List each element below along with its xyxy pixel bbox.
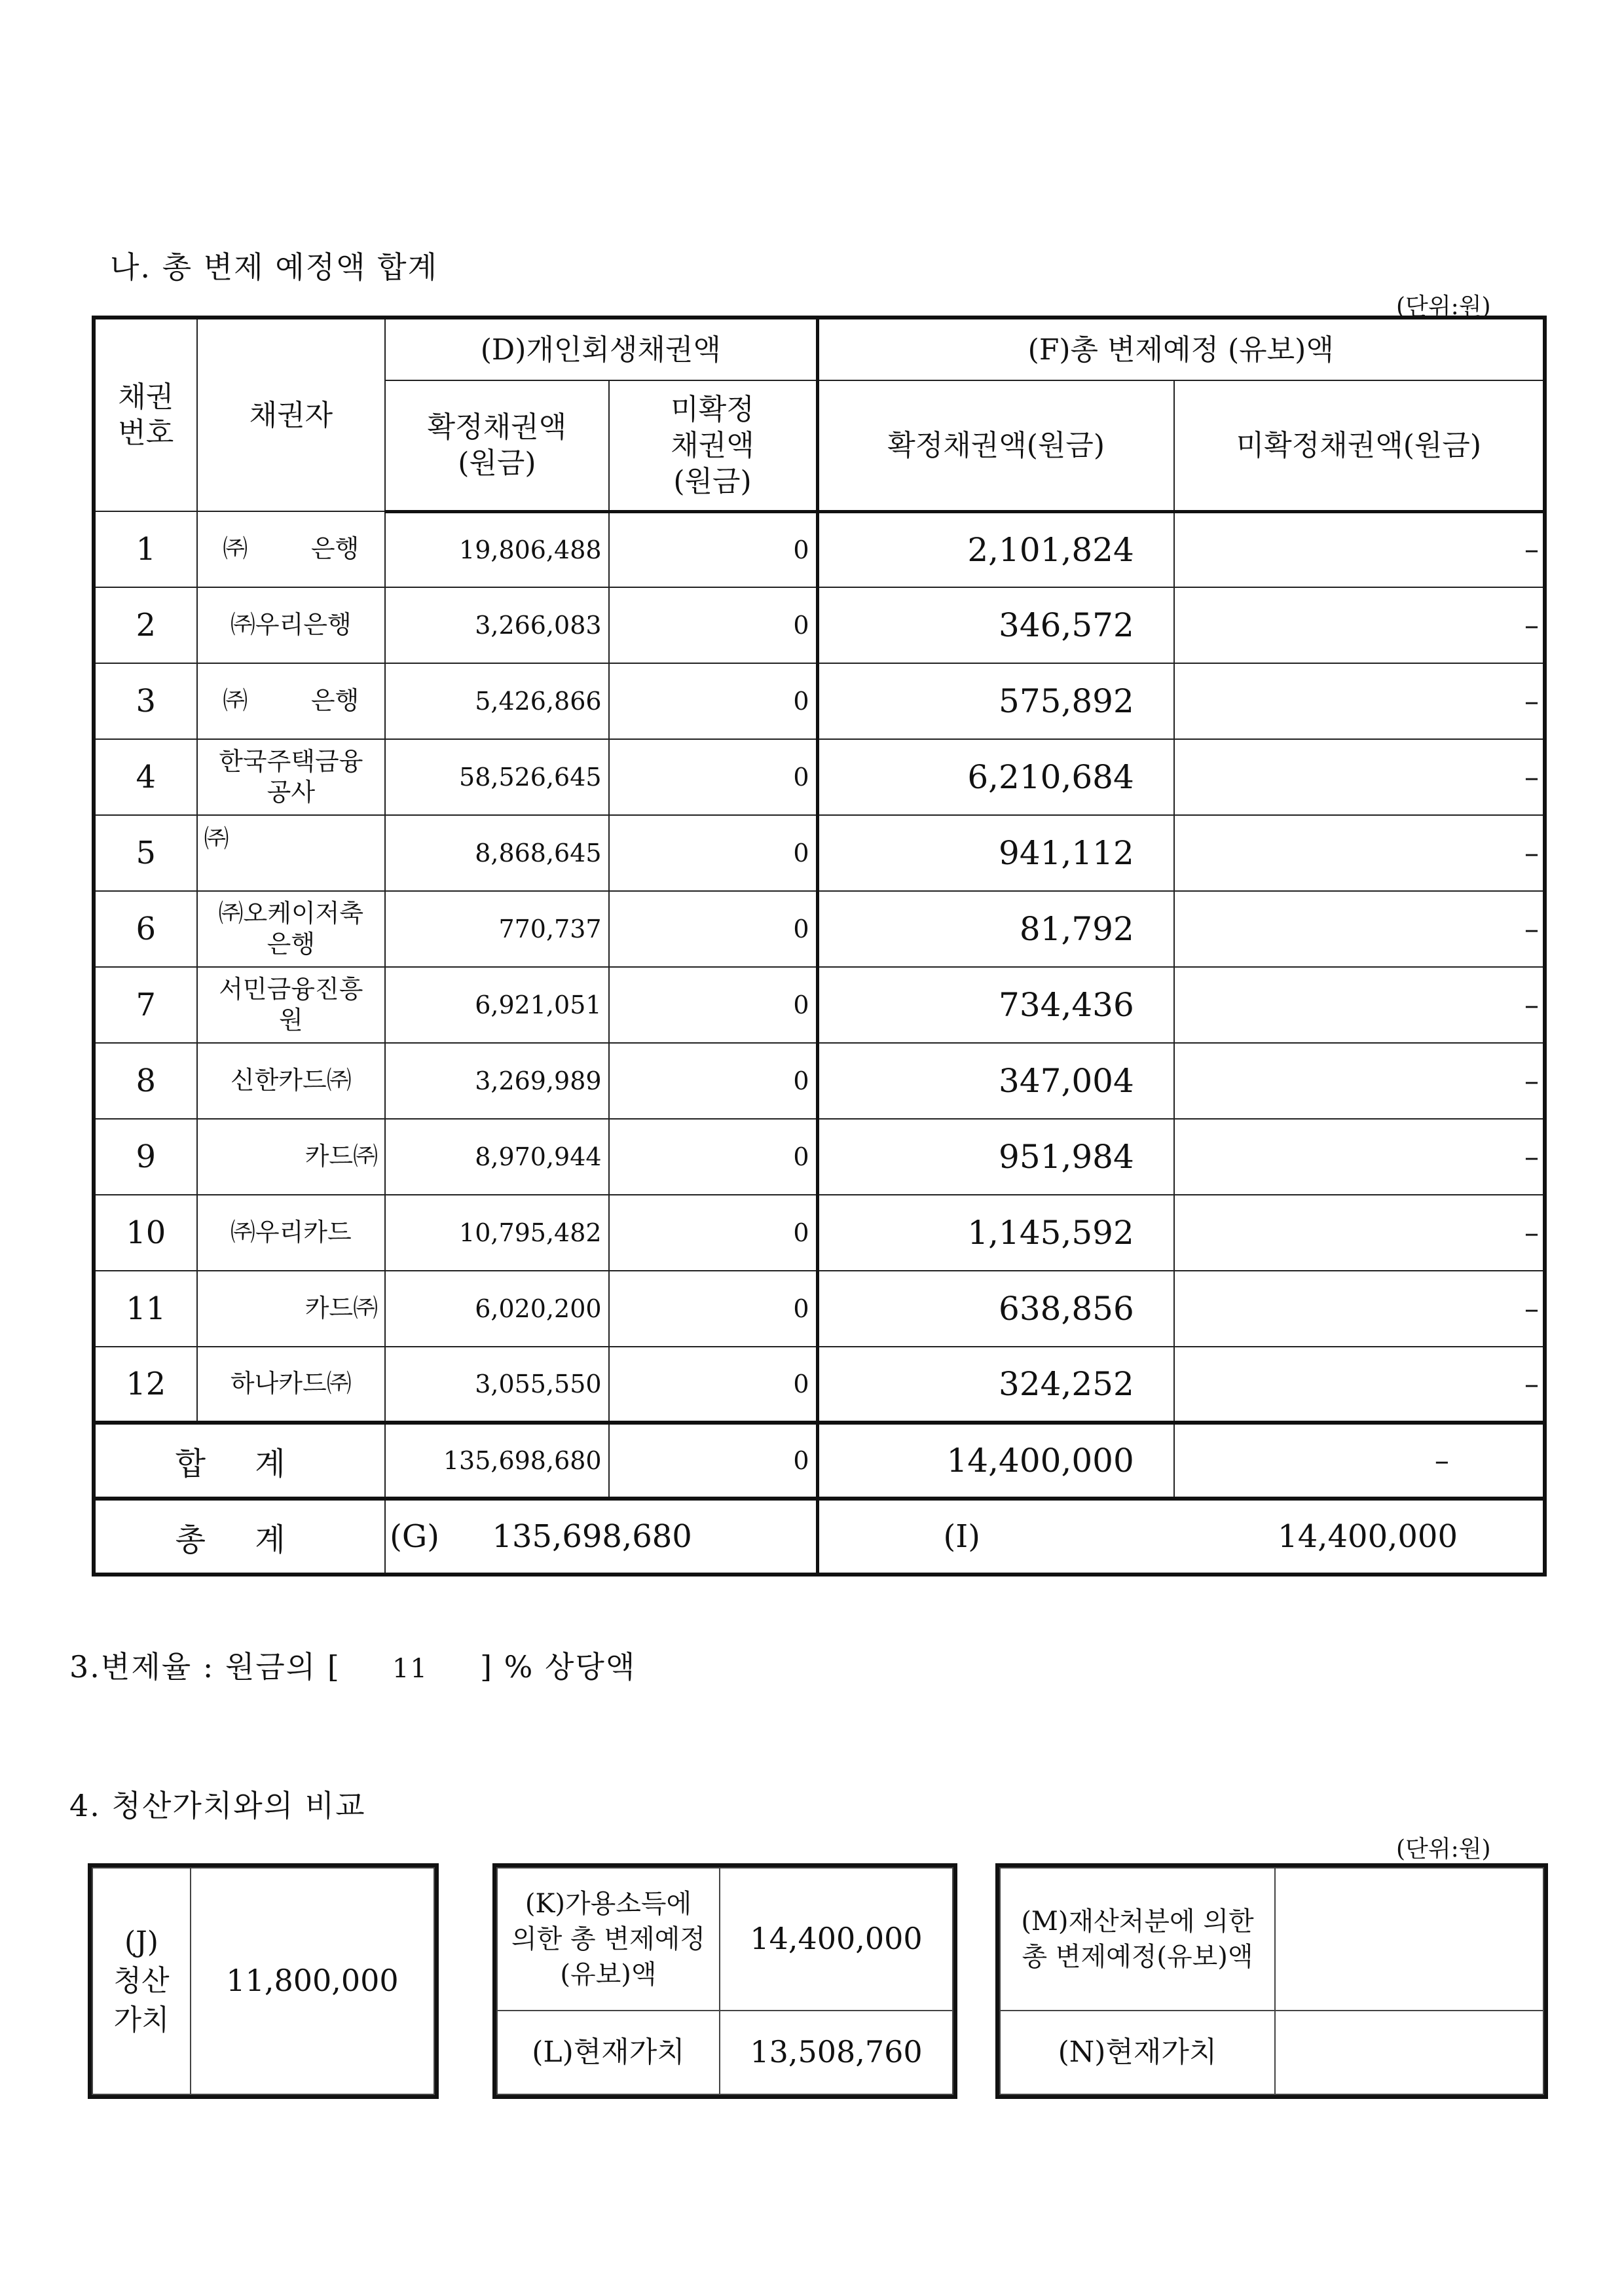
- row-d-unconfirmed: 0: [609, 1119, 817, 1195]
- row-creditor: ㈜우리카드: [197, 1195, 386, 1271]
- row-no: 10: [94, 1195, 197, 1271]
- row-d-unconfirmed: 0: [609, 967, 817, 1043]
- row-creditor: ㈜ 은행: [197, 511, 386, 587]
- row-d-confirmed: 19,806,488: [385, 511, 608, 587]
- row-d-confirmed: 58,526,645: [385, 739, 608, 815]
- row-f-unconfirmed: –: [1174, 1043, 1545, 1119]
- row-f-unconfirmed: –: [1174, 1347, 1545, 1423]
- row-no: 4: [94, 739, 197, 815]
- table-row: [94, 587, 1545, 663]
- header-creditor-no: 채권 번호: [94, 318, 197, 511]
- n-value: [1275, 2011, 1543, 2094]
- row-creditor: 카드㈜: [197, 1119, 386, 1195]
- row-f-confirmed: 346,572: [817, 587, 1174, 663]
- row-f-confirmed: 6,210,684: [817, 739, 1174, 815]
- repayment-table: [92, 316, 1547, 1576]
- table-row: [94, 1119, 1545, 1195]
- row-no: 5: [94, 815, 197, 891]
- table-row: [94, 815, 1545, 891]
- row-no: 12: [94, 1347, 197, 1423]
- j-value: 11,800,000: [191, 1868, 434, 2094]
- row-f-confirmed: 951,984: [817, 1119, 1174, 1195]
- section-title-liquidation: 4. 청산가치와의 비교: [69, 1788, 366, 1823]
- rate-suffix: ] % 상당액: [480, 1649, 637, 1685]
- table-row: [94, 1043, 1545, 1119]
- row-d-unconfirmed: 0: [609, 1347, 817, 1423]
- n-label: (N)현재가치: [1000, 2011, 1275, 2094]
- row-creditor: 서민금융진흥 원: [197, 967, 386, 1043]
- asset-disposal-box: [995, 1863, 1548, 2099]
- row-f-confirmed: 734,436: [817, 967, 1174, 1043]
- header-f-unconfirmed: 미확정채권액(원금): [1174, 380, 1545, 511]
- row-f-unconfirmed: –: [1174, 815, 1545, 891]
- row-creditor: 하나카드㈜: [197, 1347, 386, 1423]
- row-f-unconfirmed: –: [1174, 511, 1545, 587]
- k-value: 14,400,000: [720, 1868, 953, 2011]
- table-row: [94, 1347, 1545, 1423]
- row-d-confirmed: 10,795,482: [385, 1195, 608, 1271]
- repayment-rate-line: [69, 1643, 636, 1686]
- row-f-confirmed: 81,792: [817, 891, 1174, 967]
- available-income-box: [492, 1863, 957, 2099]
- subtotal-f-unconfirmed: –: [1174, 1423, 1545, 1499]
- row-creditor: 한국주택금융 공사: [197, 739, 386, 815]
- row-d-unconfirmed: 0: [609, 1271, 817, 1347]
- row-creditor: ㈜ 은행: [197, 663, 386, 739]
- rate-prefix: 3.변제율 : 원금의 [: [69, 1649, 341, 1685]
- row-d-confirmed: 6,020,200: [385, 1271, 608, 1347]
- l-label: (L)현재가치: [497, 2011, 720, 2094]
- row-f-unconfirmed: –: [1174, 587, 1545, 663]
- table-row: [94, 663, 1545, 739]
- row-no: 9: [94, 1119, 197, 1195]
- j-label: (J) 청산 가치: [92, 1868, 191, 2094]
- row-f-unconfirmed: –: [1174, 1271, 1545, 1347]
- header-creditor: 채권자: [197, 318, 386, 511]
- row-d-confirmed: 3,269,989: [385, 1043, 608, 1119]
- row-d-unconfirmed: 0: [609, 663, 817, 739]
- row-f-confirmed: 2,101,824: [817, 511, 1174, 587]
- row-f-confirmed: 1,145,592: [817, 1195, 1174, 1271]
- grand-total-label: 총 계: [94, 1499, 385, 1575]
- row-no: 8: [94, 1043, 197, 1119]
- row-f-unconfirmed: –: [1174, 663, 1545, 739]
- row-f-unconfirmed: –: [1174, 891, 1545, 967]
- row-d-confirmed: 8,868,645: [385, 815, 608, 891]
- row-d-confirmed: 6,921,051: [385, 967, 608, 1043]
- unit-label-2: (단위:원): [1396, 1836, 1491, 1863]
- row-f-confirmed: 347,004: [817, 1043, 1174, 1119]
- liquidation-value-box: [88, 1863, 439, 2099]
- row-creditor: ㈜오케이저축 은행: [197, 891, 386, 967]
- subtotal-d-confirmed: 135,698,680: [385, 1423, 608, 1499]
- header-group-d: (D)개인회생채권액: [385, 318, 817, 380]
- header-d-confirmed: 확정채권액 (원금): [385, 380, 608, 511]
- table-row: [94, 891, 1545, 967]
- row-d-unconfirmed: 0: [609, 1043, 817, 1119]
- row-d-confirmed: 5,426,866: [385, 663, 608, 739]
- row-d-confirmed: 770,737: [385, 891, 608, 967]
- row-d-unconfirmed: 0: [609, 891, 817, 967]
- table-row: [94, 511, 1545, 587]
- unit-label: (단위:원): [1396, 293, 1491, 320]
- table-row: [94, 1195, 1545, 1271]
- row-f-unconfirmed: –: [1174, 1119, 1545, 1195]
- i-value: 14,400,000: [1278, 1518, 1458, 1555]
- row-d-unconfirmed: 0: [609, 1195, 817, 1271]
- i-label: (I): [943, 1518, 980, 1555]
- row-no: 6: [94, 891, 197, 967]
- row-d-unconfirmed: 0: [609, 739, 817, 815]
- grand-total-g-cell: [385, 1499, 817, 1575]
- row-no: 3: [94, 663, 197, 739]
- row-d-confirmed: 3,055,550: [385, 1347, 608, 1423]
- row-no: 2: [94, 587, 197, 663]
- l-value: 13,508,760: [720, 2011, 953, 2094]
- subtotal-d-unconfirmed: 0: [609, 1423, 817, 1499]
- row-f-confirmed: 575,892: [817, 663, 1174, 739]
- row-no: 7: [94, 967, 197, 1043]
- table-row: [94, 967, 1545, 1043]
- table-row: [94, 1271, 1545, 1347]
- row-d-confirmed: 3,266,083: [385, 587, 608, 663]
- k-label: (K)가용소득에 의한 총 변제예정 (유보)액: [497, 1868, 720, 2011]
- row-creditor: 신한카드㈜: [197, 1043, 386, 1119]
- header-d-unconfirmed: 미확정 채권액 (원금): [609, 380, 817, 511]
- row-creditor: ㈜우리은행: [197, 587, 386, 663]
- header-f-confirmed: 확정채권액(원금): [817, 380, 1174, 511]
- row-d-unconfirmed: 0: [609, 587, 817, 663]
- rate-value: 11: [392, 1654, 428, 1684]
- subtotal-label: 합 계: [94, 1423, 385, 1499]
- row-d-unconfirmed: 0: [609, 815, 817, 891]
- row-f-confirmed: 638,856: [817, 1271, 1174, 1347]
- row-f-unconfirmed: –: [1174, 1195, 1545, 1271]
- grand-total-row: [94, 1499, 1545, 1575]
- section-title-total-repayment: 나. 총 변제 예정액 합계: [110, 249, 439, 285]
- subtotal-f-confirmed: 14,400,000: [817, 1423, 1174, 1499]
- header-group-f: (F)총 변제예정 (유보)액: [817, 318, 1545, 380]
- row-f-confirmed: 324,252: [817, 1347, 1174, 1423]
- row-d-confirmed: 8,970,944: [385, 1119, 608, 1195]
- m-value: [1275, 1868, 1543, 2011]
- g-label: (G): [390, 1518, 439, 1555]
- row-d-unconfirmed: 0: [609, 511, 817, 587]
- header-row-1: [94, 318, 1545, 380]
- grand-total-i-cell: [817, 1499, 1545, 1575]
- row-no: 1: [94, 511, 197, 587]
- table-row: [94, 739, 1545, 815]
- m-label: (M)재산처분에 의한 총 변제예정(유보)액: [1000, 1868, 1275, 2011]
- row-no: 11: [94, 1271, 197, 1347]
- subtotal-row: [94, 1423, 1545, 1499]
- g-value: 135,698,680: [492, 1518, 692, 1555]
- row-creditor: ㈜: [197, 815, 386, 891]
- row-f-confirmed: 941,112: [817, 815, 1174, 891]
- row-f-unconfirmed: –: [1174, 739, 1545, 815]
- row-creditor: 카드㈜: [197, 1271, 386, 1347]
- row-f-unconfirmed: –: [1174, 967, 1545, 1043]
